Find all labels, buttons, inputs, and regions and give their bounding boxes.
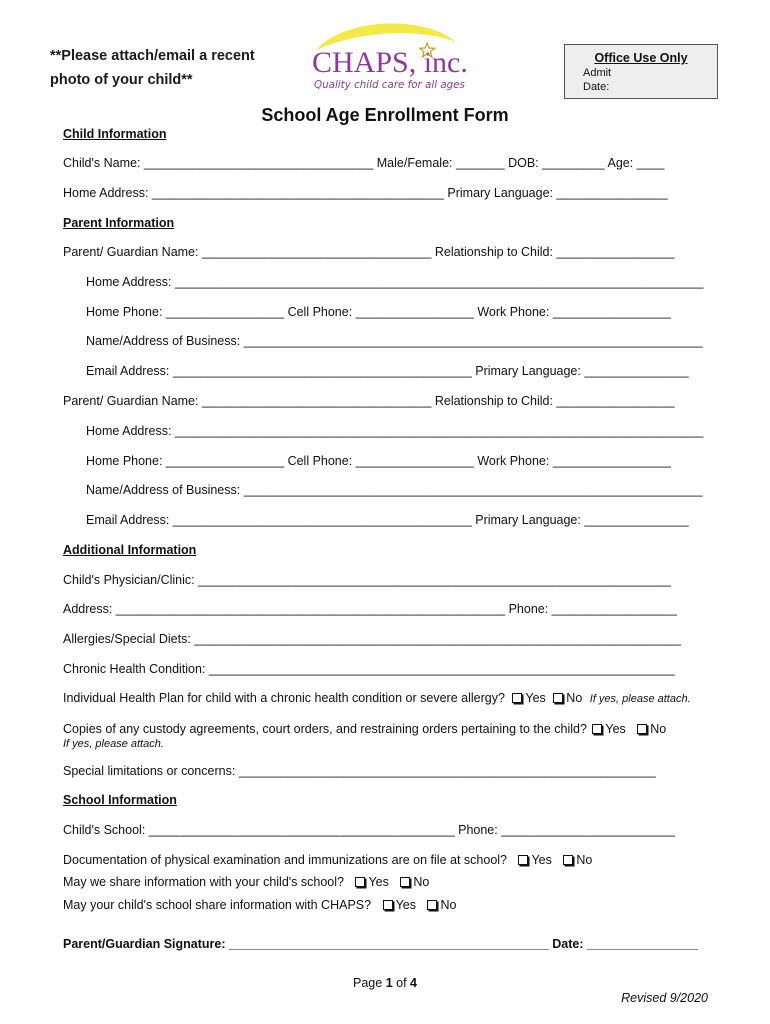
documentation-no-label: No — [576, 853, 593, 867]
page-prefix: Page — [353, 976, 383, 990]
office-use-title: Office Use Only — [594, 51, 688, 65]
parent2-name-row[interactable]: Parent/ Guardian Name: _________________________________ Relationship to Child: _________________ — [63, 394, 675, 408]
school-row[interactable]: Child's School: ____________________________________________ Phone: _________________________ — [63, 823, 676, 837]
share-chaps-yes-checkbox[interactable] — [383, 900, 393, 910]
allergies-row[interactable]: Allergies/Special Diets: ______________________________________________________________________ — [63, 632, 681, 646]
page-of: of — [396, 976, 407, 990]
share-school-yes-label: Yes — [368, 875, 389, 889]
child-name-row[interactable]: Child's Name: _________________________________ Male/Female: _______ DOB: _________ Age: ____ — [63, 156, 665, 170]
share-chaps-yes-label: Yes — [395, 898, 416, 912]
custody-no-checkbox[interactable] — [637, 724, 647, 734]
custody-row — [63, 722, 666, 736]
custody-yes-label: Yes — [605, 722, 626, 736]
share-chaps-row — [63, 898, 456, 912]
parent2-business-row[interactable]: Name/Address of Business: __________________________________________________________________ — [86, 483, 703, 497]
share-chaps-no-label: No — [440, 898, 457, 912]
parent1-phones-row[interactable]: Home Phone: _________________ Cell Phone: _________________ Work Phone: _________________ — [86, 305, 671, 319]
child-address-row[interactable]: Home Address: __________________________________________ Primary Language: ________________ — [63, 186, 668, 200]
section-additional-information: Additional Information — [63, 543, 197, 557]
parent1-name-row[interactable]: Parent/ Guardian Name: _________________________________ Relationship to Child: _________________ — [63, 245, 675, 259]
page-number — [0, 976, 770, 990]
logo-name: CHAPS, inc. — [312, 46, 468, 79]
chronic-condition-row[interactable]: Chronic Health Condition: ___________________________________________________________________ — [63, 662, 675, 676]
share-chaps-no-checkbox[interactable] — [427, 900, 437, 910]
share-chaps-question: May your child's school share information with CHAPS? — [63, 898, 372, 912]
chaps-logo — [306, 22, 476, 96]
section-child-information: Child Information — [63, 127, 167, 141]
custody-question: Copies of any custody agreements, court orders, and restraining orders pertaining to the child? — [63, 722, 587, 736]
office-date-label: Date: — [583, 81, 610, 93]
health-plan-note: If yes, please attach. — [589, 693, 691, 705]
office-admit-label: Admit — [583, 67, 612, 79]
physician-row[interactable]: Child's Physician/Clinic: ____________________________________________________________________ — [63, 573, 671, 587]
share-school-no-label: No — [413, 875, 430, 889]
parent2-phones-row[interactable]: Home Phone: _________________ Cell Phone: _________________ Work Phone: _________________ — [86, 454, 671, 468]
parent2-email-row[interactable]: Email Address: ___________________________________________ Primary Language: _______________ — [86, 513, 689, 527]
page-total: 4 — [410, 976, 417, 990]
parent1-home-address-row[interactable]: Home Address: ____________________________________________________________________________ — [86, 275, 704, 289]
parent1-email-row[interactable]: Email Address: ___________________________________________ Primary Language: _______________ — [86, 364, 689, 378]
photo-instruction: **Please attach/email a recent photo of your child** — [50, 48, 255, 88]
section-parent-information: Parent Information — [63, 216, 175, 230]
health-plan-yes-label: Yes — [525, 691, 546, 705]
signature-row[interactable]: Parent/Guardian Signature: ______________________________________________ Date: ________________ — [63, 937, 699, 951]
revised-date: Revised 9/2020 — [621, 991, 708, 1005]
custody-yes-checkbox[interactable] — [592, 724, 602, 734]
health-plan-yes-checkbox[interactable] — [512, 693, 522, 703]
parent1-business-row[interactable]: Name/Address of Business: __________________________________________________________________ — [86, 334, 703, 348]
health-plan-no-checkbox[interactable] — [553, 693, 563, 703]
logo-tagline: Quality child care for all ages — [314, 79, 465, 91]
office-use-box — [564, 44, 718, 99]
documentation-no-checkbox[interactable] — [563, 855, 573, 865]
documentation-yes-checkbox[interactable] — [518, 855, 528, 865]
form-title: School Age Enrollment Form — [261, 105, 509, 125]
custody-note: If yes, please attach. — [63, 738, 164, 750]
health-plan-question: Individual Health Plan for child with a chronic health condition or severe allergy? — [63, 691, 505, 705]
share-school-question: May we share information with your child's school? — [63, 875, 344, 889]
documentation-yes-label: Yes — [531, 853, 552, 867]
special-limitations-row[interactable]: Special limitations or concerns: ____________________________________________________________ — [63, 764, 656, 778]
health-plan-row — [63, 691, 691, 705]
health-plan-no-label: No — [566, 691, 583, 705]
documentation-question: Documentation of physical examination and immunizations are on file at school? — [63, 853, 507, 867]
share-school-row — [63, 875, 429, 889]
custody-no-label: No — [650, 722, 667, 736]
share-school-yes-checkbox[interactable] — [355, 877, 365, 887]
documentation-row — [63, 853, 592, 867]
page-current: 1 — [385, 976, 393, 990]
section-school-information: School Information — [63, 793, 177, 807]
physician-address-row[interactable]: Address: ________________________________________________________ Phone: __________________ — [63, 602, 677, 616]
parent2-home-address-row[interactable]: Home Address: ____________________________________________________________________________ — [86, 424, 704, 438]
share-school-no-checkbox[interactable] — [400, 877, 410, 887]
